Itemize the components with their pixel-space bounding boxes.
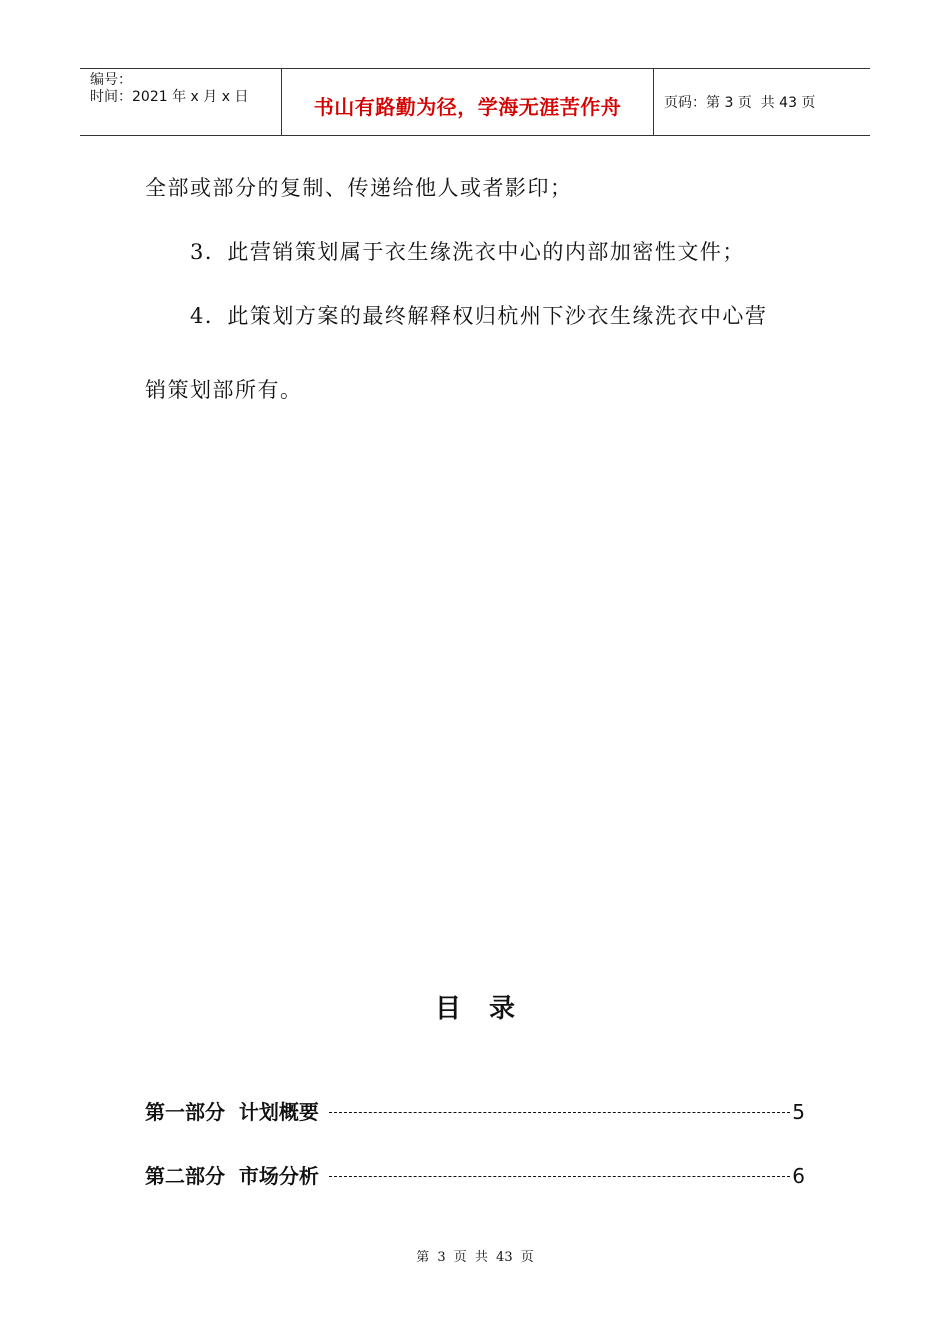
document-date-label: 时间：2021 年 x 月 x 日 [90, 89, 249, 105]
toc-entry-page: 5 [792, 1100, 805, 1124]
header-motto: 书山有路勤为径，学海无涯苦作舟 [313, 94, 622, 119]
toc-leader-dots [329, 1112, 790, 1113]
toc-leader-dots [329, 1176, 790, 1177]
toc-title-text: 目录 [434, 994, 543, 1024]
document-header [80, 68, 870, 136]
page-footer [0, 1246, 950, 1265]
body-line-4: 销策划部所有。 [145, 378, 303, 402]
toc-entry[interactable] [145, 1096, 805, 1125]
toc-title [0, 988, 950, 1025]
footer-page-number: 第 3 页 共 43 页 [416, 1250, 534, 1265]
body-line-3: 4．此策划方案的最终解释权归杭州下沙衣生缘洗衣中心营 [190, 304, 768, 328]
toc-entry-label: 第二部分 市场分析 [145, 1164, 319, 1188]
document-number-label: 编号： [90, 72, 132, 88]
toc-entry-label: 第一部分 计划概要 [145, 1100, 319, 1124]
header-page-cell [654, 69, 870, 135]
toc-entry-page: 6 [792, 1164, 805, 1188]
header-meta-cell [80, 69, 282, 135]
body-line-2: 3．此营销策划属于衣生缘洗衣中心的内部加密性文件； [190, 240, 745, 264]
body-line-1: 全部或部分的复制、传递给他人或者影印； [145, 176, 573, 200]
header-page-info: 页码：第 3 页 共 43 页 [664, 95, 816, 111]
toc-entry[interactable] [145, 1160, 805, 1189]
header-motto-cell [282, 69, 654, 135]
